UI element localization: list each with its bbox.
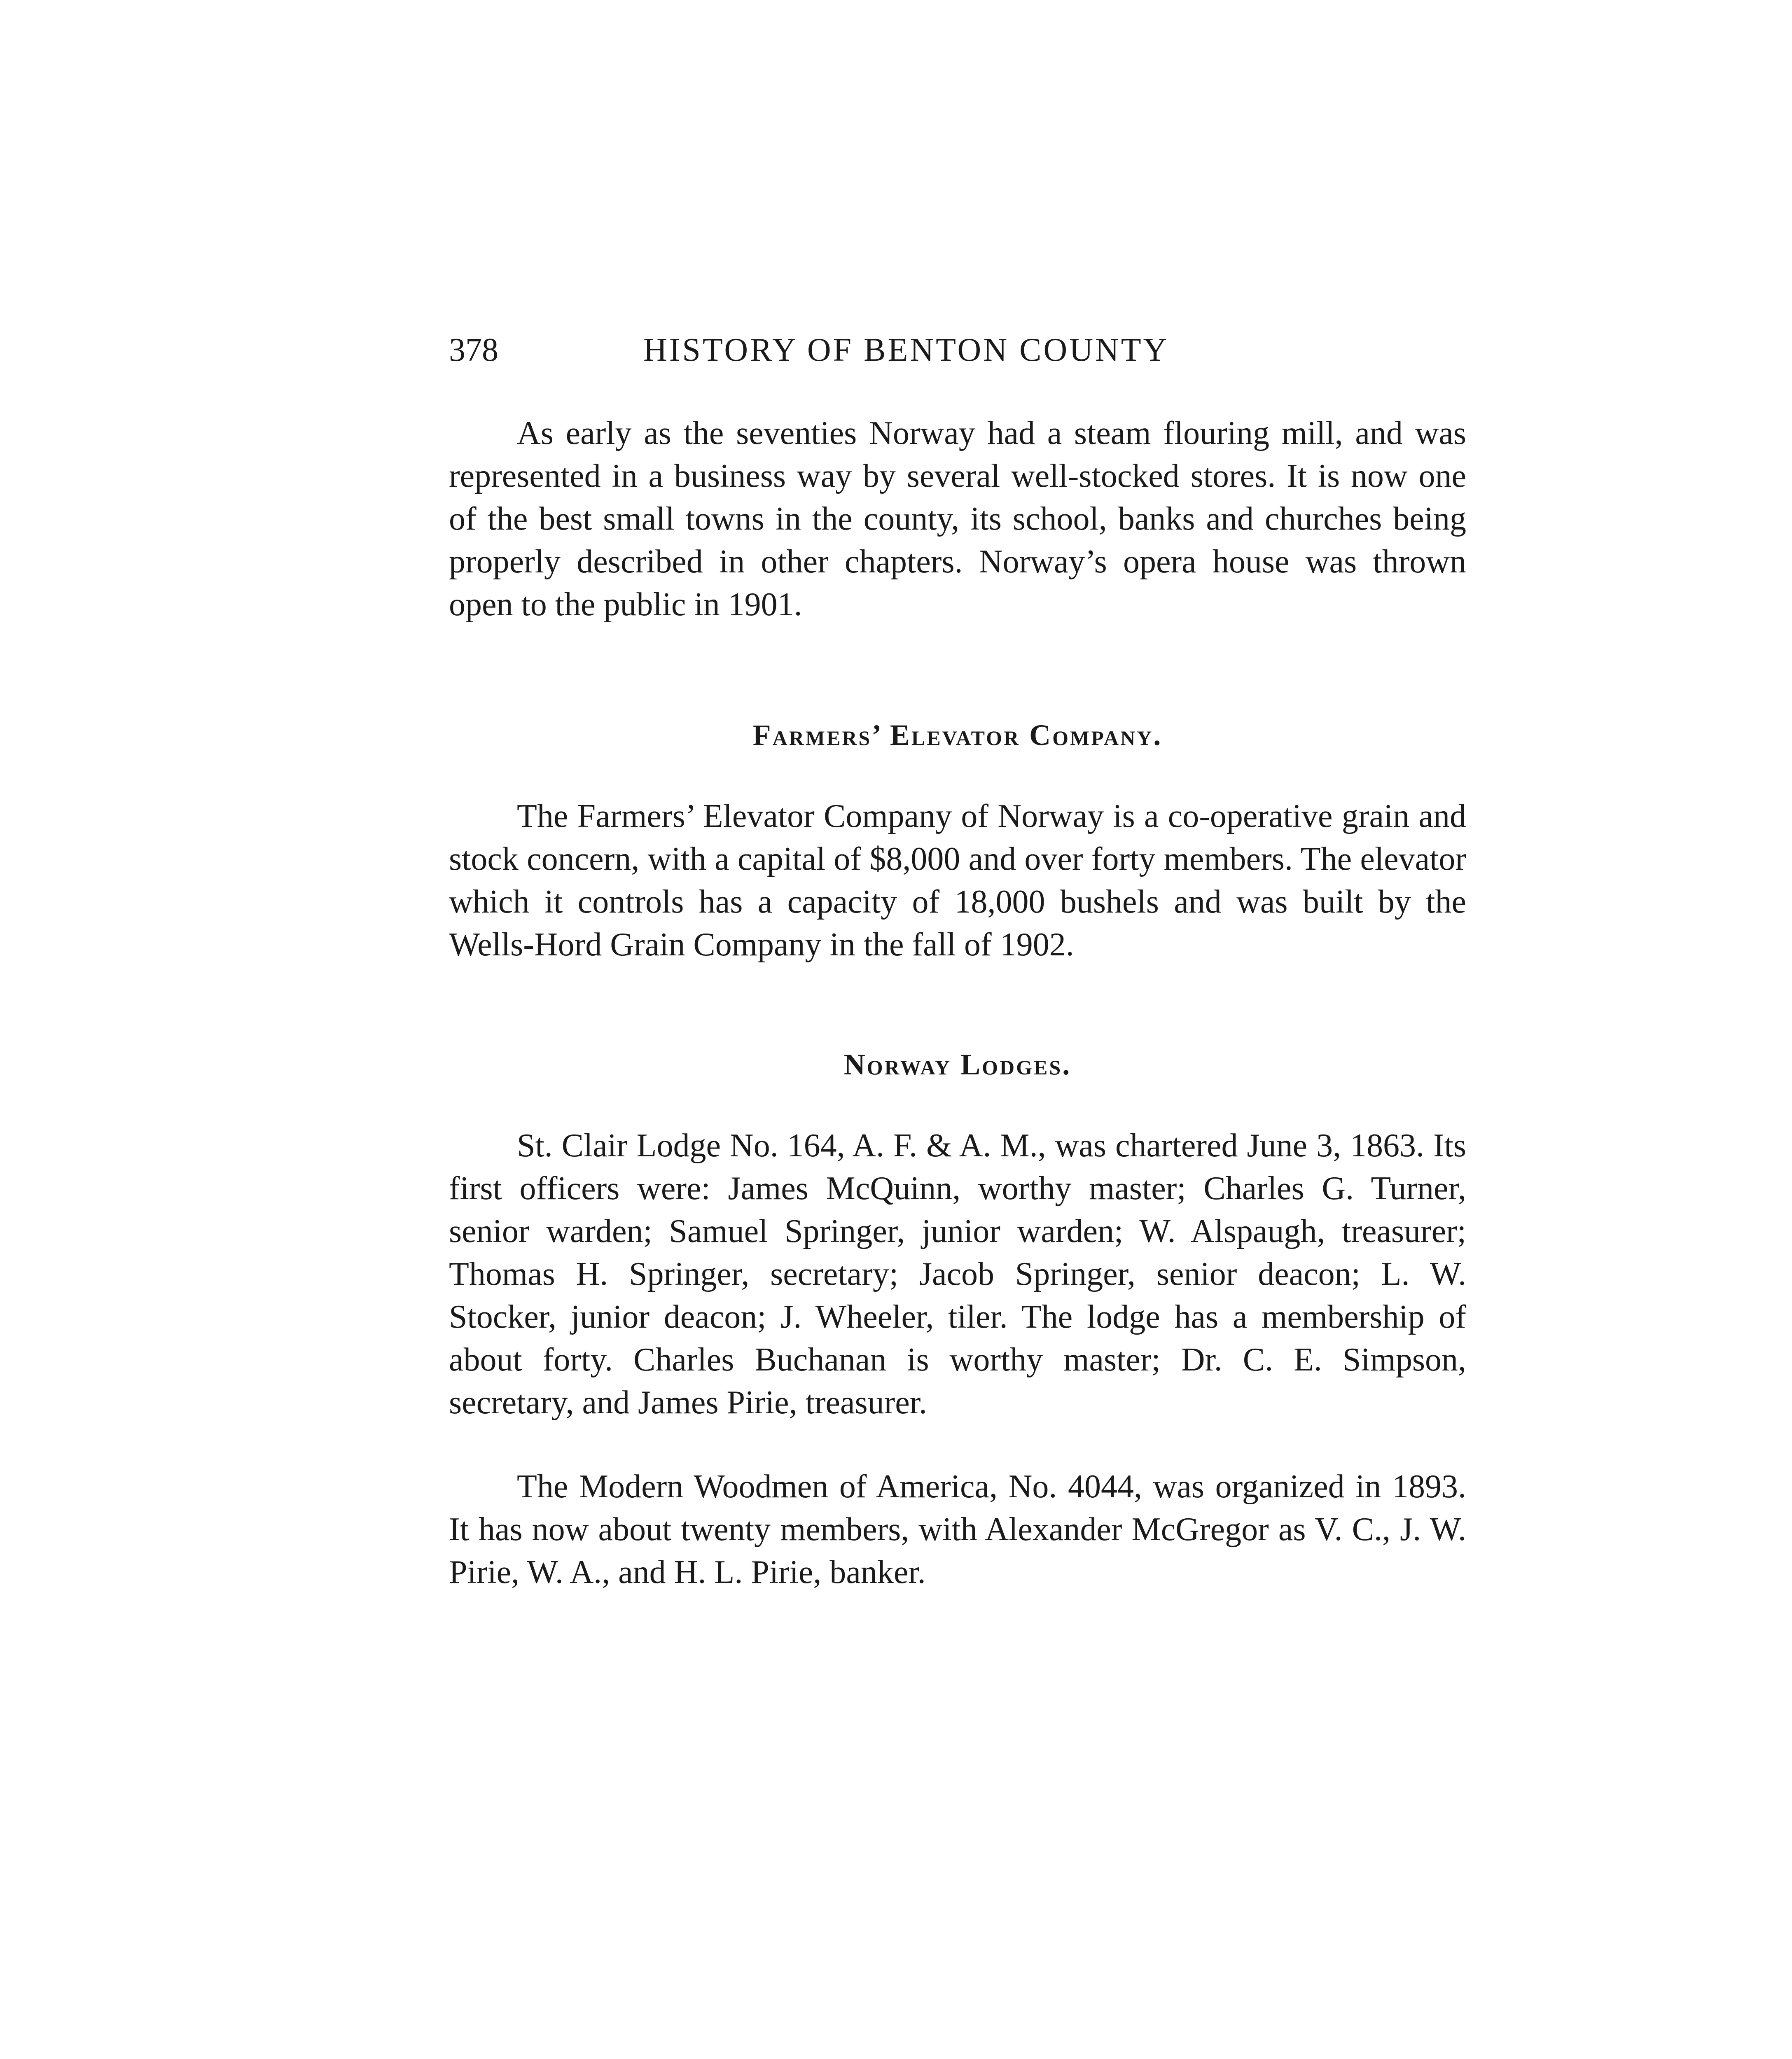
paragraph-st-clair-lodge: St. Clair Lodge No. 164, A. F. & A. M., was chartered June 3, 1863. Its first officers were: James McQuinn, worthy master; Charles G. Turner, senior warden; Samuel Springer, junior warden; W. Alspaugh, treasurer; Thomas H. Springer, secretary; Jacob Springer, senior deacon; L. W. Stocker, junior deacon; J. Wheeler, tiler. The lodge has a membership of about forty. Charles Buchanan is worthy master; Dr. C. E. Simpson, secretary, and James Pirie, treasurer. xyxy=(449,1128,1466,1421)
section-heading-norway-lodges: Norway Lodges. xyxy=(843,1048,1072,1081)
paragraph-farmers-elevator: The Farmers’ Elevator Company of Norway is a co-operative grain and stock concern, with a capital of $8,000 and over forty members. The elevator which it controls has a capacity of 18,000 bushels and was built by the Wells-Hord Grain Company in the fall of 1902. xyxy=(449,798,1466,963)
paragraph-modern-woodmen: The Modern Woodmen of America, No. 4044, was organized in 1893. It has now about twenty members, with Alexander McGregor as V. C., J. W. Pirie, W. A., and H. L. Pirie, banker. xyxy=(449,1468,1466,1590)
section-heading-farmers-elevator: Farmers’ Elevator Company. xyxy=(752,719,1163,752)
page-number: 378 xyxy=(449,332,498,368)
running-head xyxy=(449,327,1273,373)
paragraph-norway-history: As early as the seventies Norway had a steam flouring mill, and was represented in a business way by several well-stocked stores. It is now one of the best small towns in the county, its school, banks and churches being properly described in other chapters. Norway’s opera house was thrown open to the public in 1901. xyxy=(449,415,1466,623)
running-title: HISTORY OF BENTON COUNTY xyxy=(643,332,1169,368)
